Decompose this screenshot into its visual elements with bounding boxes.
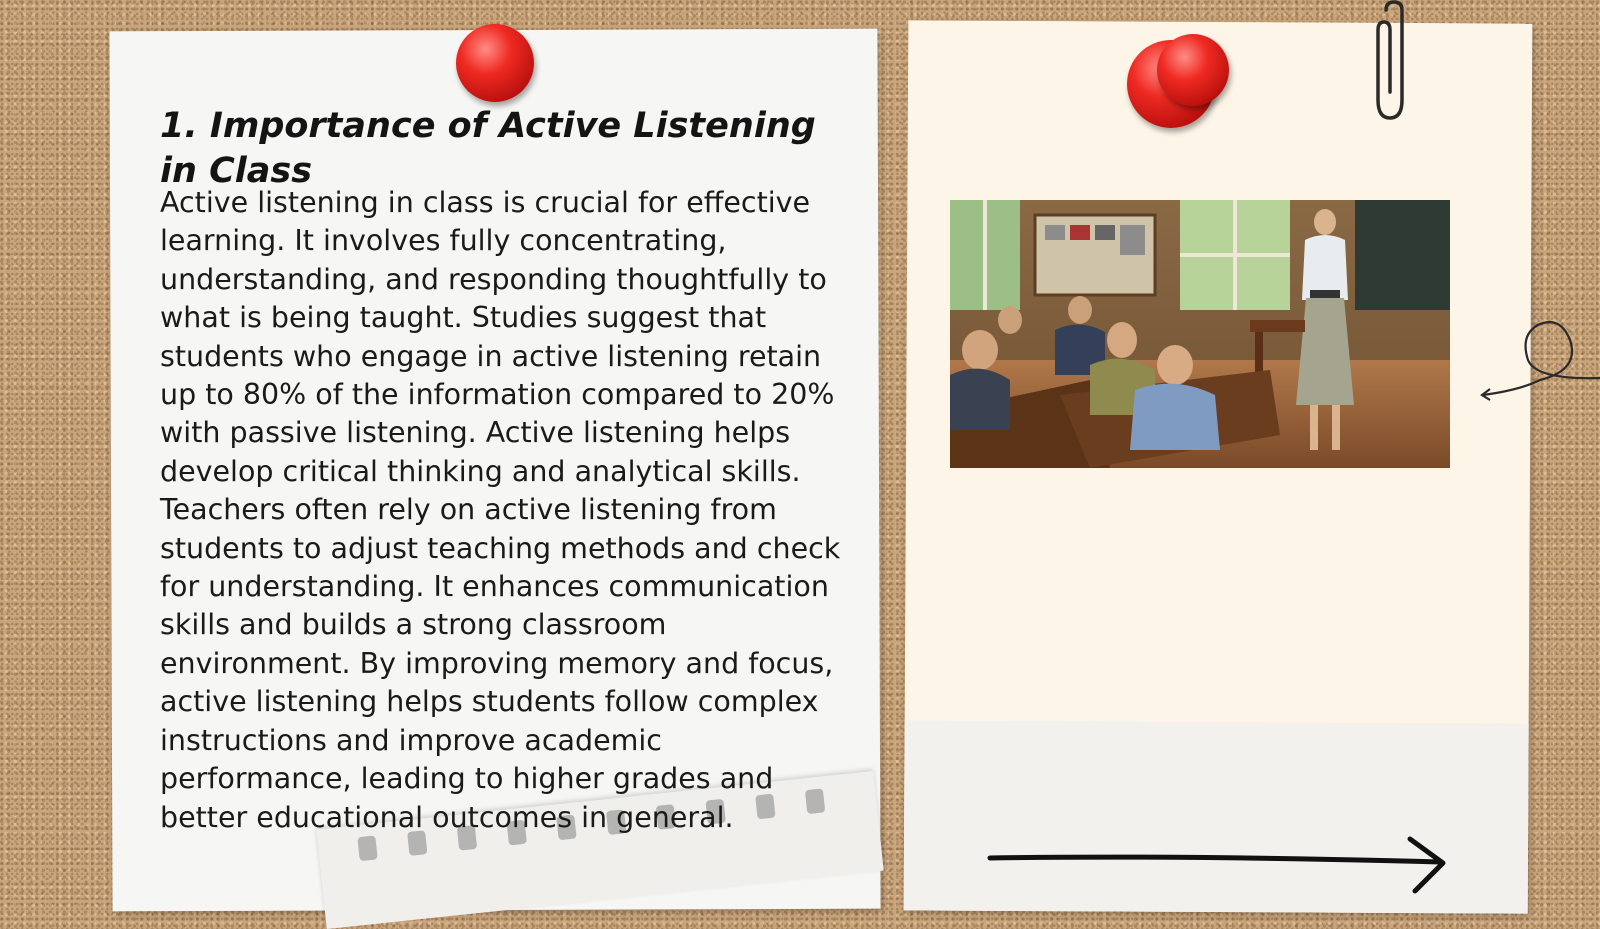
classroom-illustration-image [950,200,1450,468]
red-pushpin-icon [1157,34,1229,106]
slide-body-text: Active listening in class is crucial for effective learning. It involves fully concentrating, understanding, and responding thoughtfully to what is being taught. Studies suggest that students who engage in active listening retain up to 80% of the information compared to 20% with passive listening. Active listening helps develop critical thinking and analytical skills. Teachers often rely on active listening from students to adjust teaching methods and check for understanding. It enhances communication skills and builds a strong classroom environment. By improving memory and focus, active listening helps students follow complex instructions and improve academic performance, leading to higher grades and better educational outcomes in general. [160,186,841,834]
slide-title: 1. Importance of Active Listening in Class [160,106,816,191]
next-arrow-icon[interactable] [985,835,1455,895]
paperclip-icon [1370,0,1420,130]
red-pushpin-icon [456,24,534,102]
loop-arrow-doodle-icon [1480,310,1600,410]
